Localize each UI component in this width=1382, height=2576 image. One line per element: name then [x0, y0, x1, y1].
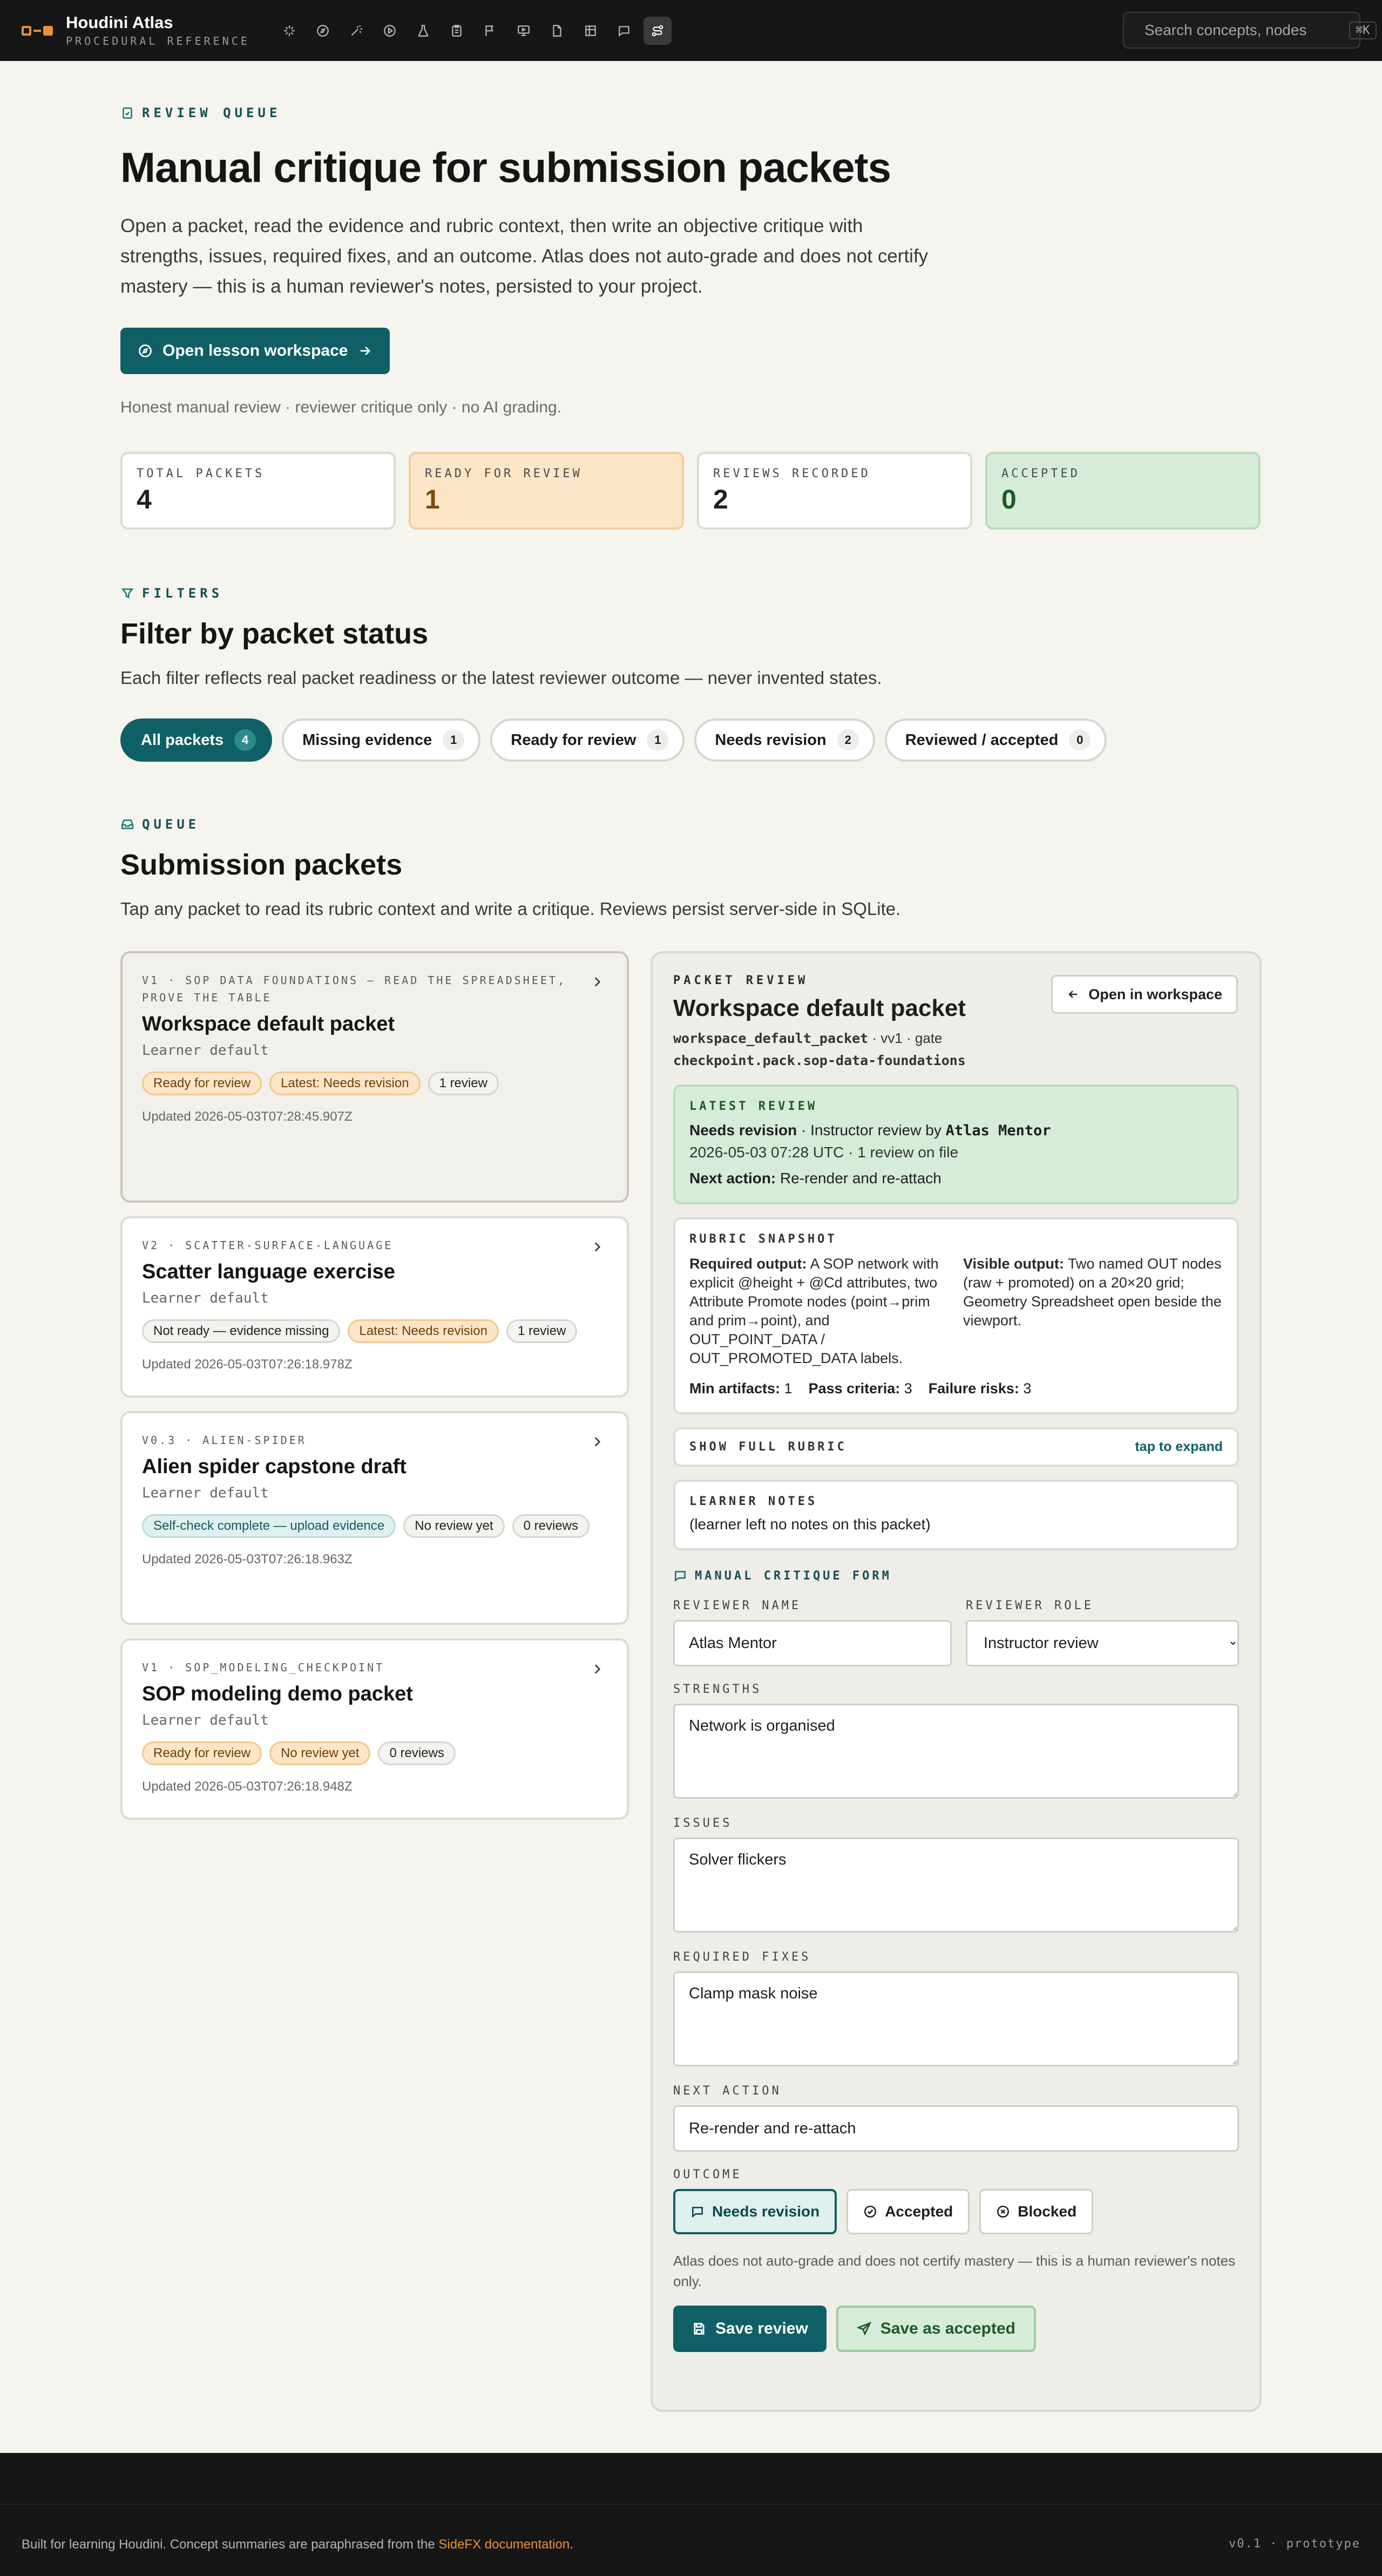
- save-review-button[interactable]: Save review: [673, 2306, 827, 2352]
- chat-icon: [690, 2205, 704, 2219]
- inbox-icon: [120, 817, 134, 831]
- packet-card[interactable]: [120, 1638, 629, 1820]
- packet-meta: V1 · SOP_MODELING_CHECKPOINT: [142, 1661, 385, 1674]
- packet-updated: Updated 2026-05-03T07:26:18.963Z: [142, 1552, 353, 1567]
- chevron-right-icon: [590, 975, 604, 989]
- packet-title: Workspace default packet: [142, 1013, 395, 1035]
- presentation-icon[interactable]: [510, 17, 538, 45]
- latest-review-badge: No review yet: [403, 1514, 504, 1538]
- review-count-badge: 1 review: [428, 1072, 499, 1095]
- reviewer-role-select[interactable]: [966, 1620, 1239, 1666]
- status-badge: Ready for review: [142, 1072, 262, 1095]
- filter-chips: [120, 718, 1107, 762]
- latest-outcome: Needs revision: [689, 1122, 797, 1138]
- panel-meta: workspace_default_packet · vv1 · gate checkpoint.pack.sop-data-foundations: [673, 1030, 966, 1068]
- packet-owner: Learner default: [142, 1485, 269, 1501]
- page-title: Manual critique for submission packets: [120, 144, 891, 191]
- next-action-label: NEXT ACTION: [673, 2084, 782, 2098]
- latest-review-badge: Latest: Needs revision: [348, 1319, 498, 1343]
- latest-reviewer: Atlas Mentor: [945, 1122, 1051, 1139]
- packet-meta: V0.3 · ALIEN-SPIDER: [142, 1434, 307, 1447]
- stat-ready-for-review: READY FOR REVIEW 1: [409, 452, 684, 530]
- required-fixes-label: REQUIRED FIXES: [673, 1950, 811, 1964]
- page-lead: Open a packet, read the evidence and rubric context, then write an objective critique with strengths, issues, required fixes, and an outcome. Atlas does not auto-grade and does not certify mastery — this is a human reviewer's notes, persisted to your project.: [120, 215, 929, 297]
- filter-reviewed-accepted[interactable]: Reviewed / accepted 0: [885, 718, 1107, 762]
- packet-card[interactable]: [120, 951, 629, 1203]
- x-circle-icon: [996, 2205, 1010, 2219]
- file-icon[interactable]: [543, 17, 571, 45]
- chevron-right-icon: [590, 1662, 604, 1676]
- sparkle-icon[interactable]: [275, 17, 303, 45]
- latest-next-action: Re-render and re-attach: [776, 1170, 941, 1187]
- packet-title: Alien spider capstone draft: [142, 1455, 407, 1478]
- chevron-right-icon: [590, 1435, 604, 1449]
- status-badge: Not ready — evidence missing: [142, 1319, 340, 1343]
- strengths-label: STRENGTHS: [673, 1683, 762, 1696]
- search-box[interactable]: [1123, 12, 1370, 49]
- flask-icon[interactable]: [409, 17, 437, 45]
- save-icon: [692, 2321, 707, 2336]
- filters-subtitle: Each filter reflects real packet readiness or the latest reviewer outcome — never invented states.: [120, 668, 882, 688]
- footer: [0, 2453, 1382, 2576]
- packet-card[interactable]: [120, 1411, 629, 1625]
- reviewer-name-input[interactable]: [673, 1620, 952, 1666]
- review-count-badge: 0 reviews: [378, 1741, 455, 1765]
- issues-label: ISSUES: [673, 1816, 733, 1830]
- critique-form-eyebrow: MANUAL CRITIQUE FORM: [673, 1569, 1239, 1583]
- review-count-badge: 0 reviews: [512, 1514, 590, 1538]
- footer-text: Built for learning Houdini. Concept summaries are paraphrased from the SideFX documentation.: [22, 2537, 573, 2552]
- stat-reviews-recorded: REVIEWS RECORDED 2: [697, 452, 972, 530]
- packet-title: Scatter language exercise: [142, 1260, 395, 1283]
- queue-subtitle: Tap any packet to read its rubric context and write a critique. Reviews persist server-side in SQLite.: [120, 899, 901, 919]
- outcome-accepted-button[interactable]: Accepted: [846, 2189, 970, 2234]
- rubric-snapshot-box: RUBRIC SNAPSHOT Required output: A SOP network with explicit @height + @Cd attributes, two Attribute Promote nodes (point→prim and prim→point), and OUT_POINT_DATA / OUT_PROMOTED_DATA labels. Visible output: Two named OUT nodes (raw + promoted) on a 20×20 grid; Geometry Spreadsheet open beside the viewport. Min artifacts: 1 Pass criteria: 3 Failure risks: 3: [673, 1217, 1239, 1414]
- packet-owner: Learner default: [142, 1042, 269, 1059]
- wand-icon[interactable]: [342, 17, 370, 45]
- app-tagline: PROCEDURAL REFERENCE: [66, 34, 250, 48]
- packet-owner: Learner default: [142, 1712, 269, 1728]
- app-name: Houdini Atlas: [66, 13, 173, 32]
- shortcut-badge: ⌘K: [1349, 22, 1377, 39]
- review-disclaimer: Atlas does not auto-grade and does not certify mastery — this is a human reviewer's notes only.: [673, 2253, 1236, 2289]
- chat-icon[interactable]: [610, 17, 638, 45]
- outcome-blocked-button[interactable]: Blocked: [979, 2189, 1093, 2234]
- status-badge: Self-check complete — upload evidence: [142, 1514, 396, 1538]
- filter-ready-for-review[interactable]: Ready for review 1: [490, 718, 685, 762]
- packet-updated: Updated 2026-05-03T07:26:18.978Z: [142, 1357, 353, 1372]
- packet-meta: V1 · SOP DATA FOUNDATIONS — READ THE SPREADSHEET, PROVE THE TABLE: [142, 974, 567, 1004]
- table-icon[interactable]: [577, 17, 605, 45]
- required-fixes-textarea[interactable]: [673, 1971, 1239, 2066]
- open-in-workspace-button[interactable]: Open in workspace: [1051, 975, 1238, 1014]
- packet-owner: Learner default: [142, 1290, 269, 1306]
- compass-icon[interactable]: [309, 17, 337, 45]
- latest-review-badge: Latest: Needs revision: [269, 1072, 420, 1095]
- search-input[interactable]: [1144, 22, 1339, 39]
- queue-eyebrow: QUEUE: [120, 817, 200, 832]
- queue-title: Submission packets: [120, 849, 403, 881]
- review-queue-eyebrow: REVIEW QUEUE: [120, 105, 281, 120]
- packet-title: SOP modeling demo packet: [142, 1683, 413, 1705]
- reviewer-role-label: REVIEWER ROLE: [965, 1599, 1094, 1612]
- arrow-left-icon: [1067, 988, 1080, 1001]
- check-circle-icon: [863, 2205, 877, 2219]
- compass-icon: [138, 343, 153, 358]
- filter-icon: [120, 586, 134, 600]
- strengths-textarea[interactable]: [673, 1704, 1239, 1799]
- stats-row: [120, 452, 1261, 530]
- review-count-badge: 1 review: [506, 1319, 577, 1343]
- outcome-label: OUTCOME: [673, 2168, 742, 2181]
- stat-total-packets: TOTAL PACKETS 4: [120, 452, 396, 530]
- learner-notes-box: LEARNER NOTES (learner left no notes on this packet): [673, 1480, 1239, 1550]
- version-label: v0.1 · prototype: [1229, 2537, 1360, 2551]
- reviewer-name-label: REVIEWER NAME: [673, 1599, 802, 1612]
- chevron-right-icon: [590, 1240, 604, 1254]
- status-badge: Ready for review: [142, 1741, 262, 1765]
- filter-needs-revision[interactable]: Needs revision 2: [694, 718, 875, 762]
- logo-mark-icon: [22, 26, 53, 36]
- filter-all-packets[interactable]: All packets 4: [120, 718, 272, 762]
- top-bar: [0, 0, 1382, 61]
- route-icon[interactable]: [643, 17, 672, 45]
- next-action-input[interactable]: [673, 2105, 1239, 2152]
- stat-accepted: ACCEPTED 0: [985, 452, 1261, 530]
- latest-review-box: LATEST REVIEW Needs revision · Instructor review by Atlas Mentor 2026-05-03 07:28 UTC · 1 review on file Next action: Re-render and re-attach: [673, 1084, 1239, 1204]
- sidefx-docs-link[interactable]: SideFX documentation: [438, 2537, 570, 2552]
- play-icon[interactable]: [376, 17, 404, 45]
- latest-date: 2026-05-03 07:28 UTC · 1 review on file: [689, 1144, 959, 1161]
- show-full-rubric-toggle[interactable]: SHOW FULL RUBRIC tap to expand: [673, 1427, 1239, 1467]
- arrow-right-icon: [357, 343, 372, 358]
- chat-icon: [673, 1569, 687, 1583]
- packet-updated: Updated 2026-05-03T07:26:18.948Z: [142, 1779, 353, 1794]
- panel-eyebrow: PACKET REVIEW: [673, 974, 809, 987]
- packet-meta: V2 · SCATTER-SURFACE-LANGUAGE: [142, 1239, 394, 1252]
- main-nav: [275, 17, 672, 45]
- save-as-accepted-button[interactable]: Save as accepted: [836, 2306, 1036, 2352]
- latest-review-badge: No review yet: [269, 1741, 370, 1765]
- clipboard-icon[interactable]: [443, 17, 471, 45]
- outcome-needs-revision-button[interactable]: Needs revision: [673, 2189, 837, 2234]
- filters-title: Filter by packet status: [120, 618, 429, 650]
- filter-missing-evidence[interactable]: Missing evidence 1: [282, 718, 480, 762]
- panel-title: Workspace default packet: [673, 995, 966, 1021]
- flag-icon[interactable]: [476, 17, 504, 45]
- issues-textarea[interactable]: [673, 1838, 1239, 1933]
- app-logo[interactable]: [22, 13, 275, 47]
- packet-updated: Updated 2026-05-03T07:28:45.907Z: [142, 1109, 353, 1124]
- send-icon: [857, 2321, 872, 2336]
- open-lesson-workspace-button[interactable]: Open lesson workspace: [120, 328, 390, 374]
- review-note: Honest manual review · reviewer critique only · no AI grading.: [120, 398, 562, 416]
- packet-review-panel: [651, 951, 1262, 2412]
- clipboard-check-icon: [120, 106, 134, 120]
- filters-eyebrow: FILTERS: [120, 586, 223, 601]
- packet-card[interactable]: [120, 1216, 629, 1398]
